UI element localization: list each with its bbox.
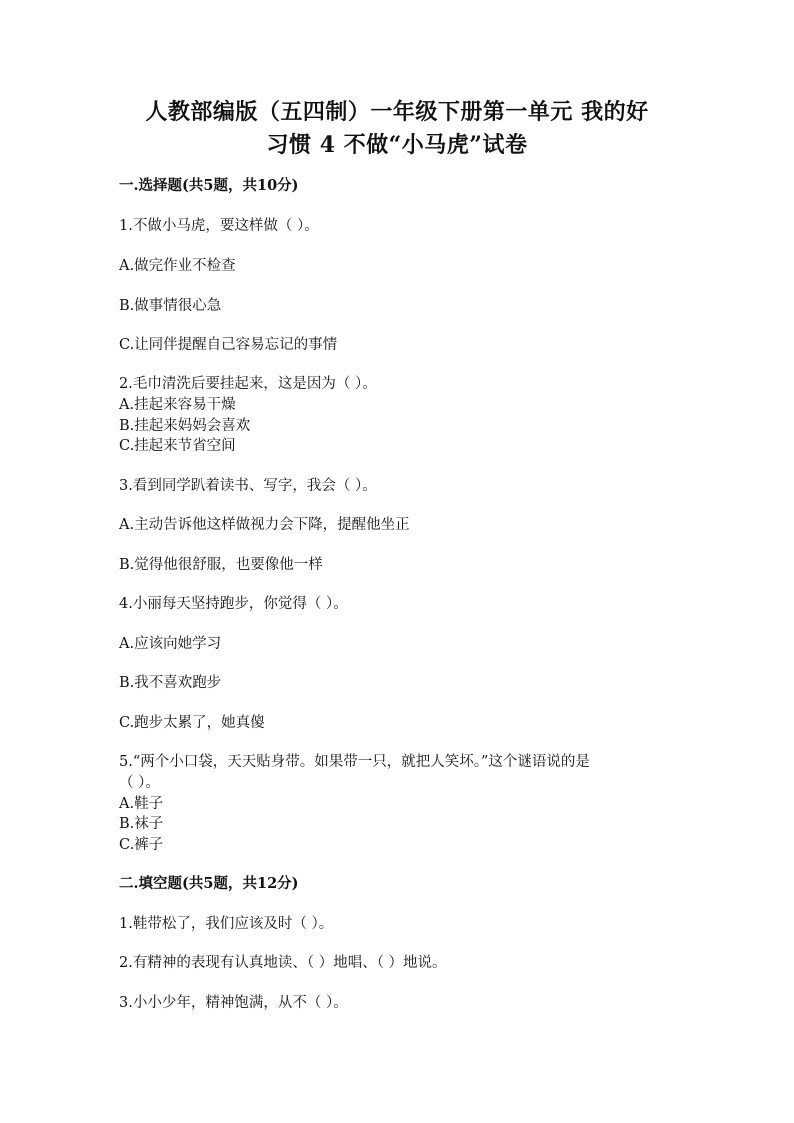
question-2-option-a: A.挂起来容易干燥 [119,397,236,413]
question-2-option-c: C.挂起来节省空间 [119,438,236,454]
fill-question-1: 1.鞋带松了，我们应该及时（ ）。 [119,916,334,932]
section-heading-fill-in: 二.填空题(共5题，共12分) [119,875,299,892]
question-1-option-a: A.做完作业不检查 [119,258,236,274]
question-2-option-b: B.挂起来妈妈会喜欢 [119,418,251,434]
question-1-stem: 1.不做小马虎，要这样做（ ）。 [119,218,319,234]
question-3-stem: 3.看到同学趴着读书、写字，我会（ ）。 [119,478,377,494]
question-4-option-c: C.跑步太累了，她真傻 [119,715,265,731]
question-5-stem-line-1: 5.“两个小口袋，天天贴身带。如果带一只，就把人笑坏。”这个谜语说的是 [119,754,590,770]
question-4-stem: 4.小丽每天坚持跑步，你觉得（ ）。 [119,596,348,612]
exam-title-line-2: 习惯 4 不做“小马虎”试卷 [266,132,528,158]
question-3-option-a: A.主动告诉他这样做视力会下降，提醒他坐正 [119,517,410,533]
question-4-option-b: B.我不喜欢跑步 [119,675,222,691]
exam-title-line-1: 人教部编版（五四制）一年级下册第一单元 我的好 [145,99,649,125]
fill-question-2: 2.有精神的表现有认真地读、（ ）地唱、（ ）地说。 [119,955,447,971]
question-5-stem-line-2: （ ）。 [119,775,160,791]
question-5-option-c: C.裤子 [119,837,164,853]
question-1-option-b: B.做事情很心急 [119,298,222,314]
question-5-option-a: A.鞋子 [119,796,164,812]
section-heading-choice: 一.选择题(共5题，共10分) [119,177,299,194]
question-5-option-b: B.袜子 [119,816,164,832]
fill-question-3: 3.小小少年，精神饱满，从不（ ）。 [119,995,348,1011]
question-1-option-c: C.让同伴提醒自己容易忘记的事情 [119,337,338,353]
question-2-stem: 2.毛巾清洗后要挂起来，这是因为（ ）。 [119,376,377,392]
question-4-option-a: A.应该向她学习 [119,636,222,652]
question-3-option-b: B.觉得他很舒服，也要像他一样 [119,557,323,573]
